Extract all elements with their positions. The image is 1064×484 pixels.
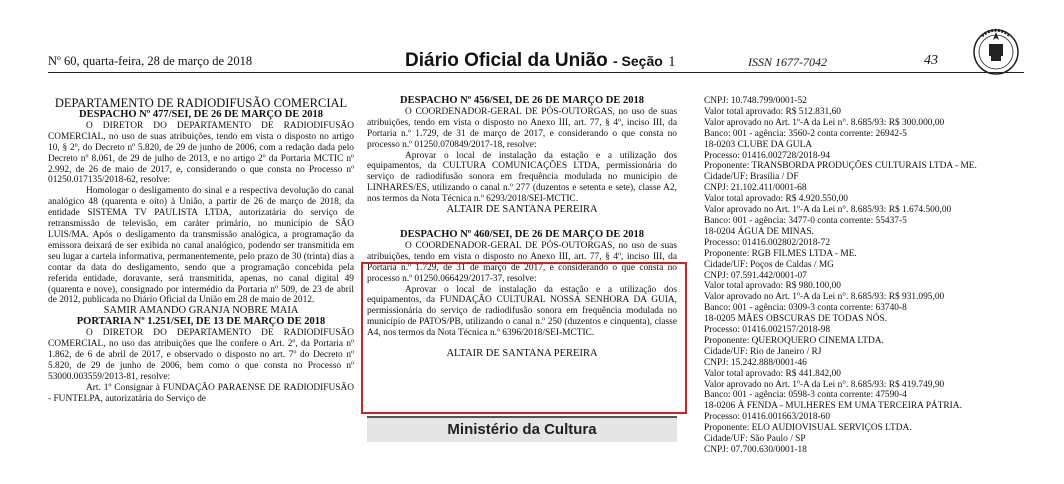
paragraph: Aprovar o local de instalação da estação e a utilização dos equipamentos, da FUNDAÇÃO CULTURAL NOSSA SENHORA DA GUIA, permissionária do serviço de radiodifusão sonora em frequência modulada no município de PATOS/PB, utilizando o canal n.º 250 (duzentos e cinquenta), classe A4, nos termos da Nota Técnica n.º 6396/2018/SEI-MCTIC. [367,284,677,339]
list-line: Processo: 01416.002728/2018-94 [704,150,831,161]
list-line: Proponente: TRANSBORDA PRODUÇÕES CULTURAIS LTDA - ME. [704,161,977,172]
page-header [0,0,1064,80]
publication-title [405,50,676,72]
list-line: 18-0206 À FENDA - MULHERES EM UMA TERCEIRA PÁTRIA. [704,401,962,412]
portaria-title: PORTARIA Nº 1.251/SEI, DE 13 DE MARÇO DE 2018 [76,316,326,328]
list-line: Valor aprovado no Art. 1º-A da Lei n°. 8.685/93: R$ 419.749,90 [704,379,945,390]
section-label: - Seção [613,53,663,69]
despacho-460-title: DESPACHO Nº 460/SEI, DE 26 DE MARÇO DE 2018 [400,228,644,240]
signature: ALTAIR DE SANTANA PEREIRA [446,204,598,216]
paragraph: Homologar o desligamento do sinal e a respectiva devolução do canal analógico 48 (quarenta e oito) à União, a partir de 26 de março de 2018, da entidade SISTEMA TV PAULISTA LTDA, autorizatária do serviço de retransmissão de televisão, em caráter primário, no município de SÃO LUIS/MA. Após o desligamento da transmissão analógica, a programação da emissora deixará de ser exibida no canal analógico, podendo ser transmitida em seu lugar a cartela informativa, permanentemente, pelo prazo de 30 (trinta) dias a contar da data do desligamento, sendo que a programação concebida pela referida entidade, doravante, será transmitida, apenas, no canal digital 49 (quarenta e nove), consignado por intermédio da Portaria nº 509, de 23 de abril de 2012, publicada no Diário Oficial da União em 28 de maio de 2012. [48,186,354,306]
list-line: Cidade/UF: Poços de Caldas / MG [704,259,834,270]
list-line: Valor aprovado no Art. 1º-A da Lei n°. 8.685/93: R$ 1.674.500,00 [704,205,952,216]
paragraph: O COORDENADOR-GERAL DE PÓS-OUTORGAS, no uso de suas atribuições, tendo em vista o disposto no Anexo III, art. 77, § 4º, inciso III, da Portaria n.º 1.729, de 31 de março de 2017, e considerando o que consta no processo n.º 01250.070849/2017-18, resolve: [367,106,677,150]
list-line: Banco: 001 - agência: 3477-0 conta corrente: 55437-5 [704,215,907,226]
list-line: Cidade/UF: Brasília / DF [704,172,799,183]
list-line: 18-0205 MÃES OBSCURAS DE TODAS NÓS. [704,314,888,325]
list-line: Valor aprovado no Art. 1º-A da Lei n°. 8.685/93: R$ 931.095,00 [704,292,945,303]
list-line: Processo: 01416.001663/2018-60 [704,412,831,423]
list-line: Valor total aprovado: R$ 441.842,00 [704,368,841,379]
list-line: Valor total aprovado: R$ 4.920.550,00 [704,194,848,205]
list-line: Banco: 001 - agência: 0309-3 conta corrente: 63740-8 [704,303,907,314]
ministry-band [367,416,677,442]
section-number: 1 [668,54,676,70]
list-line: Processo: 01416.002802/2018-72 [704,237,831,248]
list-line: Cidade/UF: Rio de Janeiro / RJ [704,346,822,357]
list-line: CNPJ: 10.748.799/0001-52 [704,96,807,106]
list-line: CNPJ: 15.242.888/0001-46 [704,357,807,368]
list-line: Valor total aprovado: R$ 512.831,60 [704,106,841,117]
list-line: Banco: 001 - agência: 3560-2 conta corrente: 26942-5 [704,128,907,139]
despacho-477-title: DESPACHO Nº 477/SEI, DE 26 DE MARÇO DE 2018 [79,109,323,120]
list-line: Proponente: RGB FILMES LTDA - ME. [704,248,857,259]
paragraph: Aprovar o local de instalação da estação e a utilização dos equipamentos, da CULTURA COMUNICAÇÕES LTDA, permissionária do serviço de radiodifusão sonora em frequência modulada no município de LINHARES/ES, utilizando o canal n.º 277 (duzentos e setenta e sete), classe A2, nos termos da Nota Técnica n.º 6293/2018/SEI-MCTIC. [367,150,677,205]
ministry-heading: Ministério da Cultura [447,421,597,438]
list-line: Valor total aprovado: R$ 980.100,00 [704,281,841,292]
list-line: CNPJ: 07.700.630/0001-18 [704,445,807,455]
signature: SAMIR AMANDO GRANJA NOBRE MAIA [103,305,299,317]
list-line: Banco: 001 - agência: 0598-3 conta corrente: 47590-4 [704,390,907,401]
column-left [48,96,354,404]
list-line: Proponente: ELO AUDIOVISUAL SERVIÇOS LTDA. [704,423,912,434]
title-text: Diário Oficial da União [405,50,608,71]
list-line: Proponente: QUEROQUERO CINEMA LTDA. [704,335,884,346]
despacho-456-title: DESPACHO Nº 456/SEI, DE 26 DE MARÇO DE 2018 [400,95,644,106]
national-press-seal-icon [968,22,1024,78]
paragraph: O DIRETOR DO DEPARTAMENTO DE RADIODIFUSÃO COMERCIAL, no uso das atribuições que lhe confere o Art. 2º, da Portaria nº 1.862, de 6 de abril de 2017, e observado o disposto no art. 7º do Decreto nº 5.820, de 29 de junho de 2006, bem como o que consta no Processo nº 53000.003559/2013-81, resolve: [48,328,354,382]
header-rule [48,72,1024,73]
list-line: 18-0203 CLUBE DA GULA [704,139,813,150]
paragraph: O COORDENADOR-GERAL DE PÓS-OUTORGAS, no uso de suas atribuições, tendo em vista o disposto no Anexo III, art. 77, § 4º, inciso III, da Portaria n.º 1.729, de 31 de março de 2017, e considerando o que consta no processo n.º 01250.066429/2017-37, resolve: [367,240,677,284]
paragraph: Art. 1º Consignar à FUNDAÇÃO PARAENSE DE RADIODIFUSÃO - FUNTELPA, autorizatária do Serviço de [48,382,354,404]
list-line: Valor aprovado no Art. 1º-A da Lei n°. 8.685/93: R$ 300.000,00 [704,117,945,128]
list-line: Processo: 01416.002157/2018-98 [704,325,831,336]
list-line: 18-0204 ÁGUA DE MINAS. [704,226,814,237]
list-line: Cidade/UF: São Paulo / SP [704,434,806,445]
issn: ISSN 1677-7042 [748,55,827,69]
paragraph: O DIRETOR DO DEPARTAMENTO DE RADIODIFUSÃO COMERCIAL, no uso de suas atribuições, tendo em vista o disposto no artigo 10, § 2º, do Decreto nº 5.820, de 29 de junho de 2006, com a redação dada pelo Decreto nº 8.061, de 29 de julho de 2013, e no artigo 2º da Portaria MCTIC nº 2.992, de 26 de maio de 2017, e, considerando o que consta no Processo nº 01250.017135/2018-62, resolve: [48,120,354,186]
page-number: 43 [924,53,938,68]
issue-line: Nº 60, quarta-feira, 28 de março de 2018 [48,54,253,68]
signature: ALTAIR DE SANTANA PEREIRA [446,348,598,360]
list-line: CNPJ: 21.102.411/0001-68 [704,183,807,194]
column-right [704,96,996,456]
list-line: CNPJ: 07.591.442/0001-07 [704,270,807,281]
department-heading: DEPARTAMENTO DE RADIODIFUSÃO COMERCIAL [54,96,348,110]
highlight-box [361,262,687,414]
